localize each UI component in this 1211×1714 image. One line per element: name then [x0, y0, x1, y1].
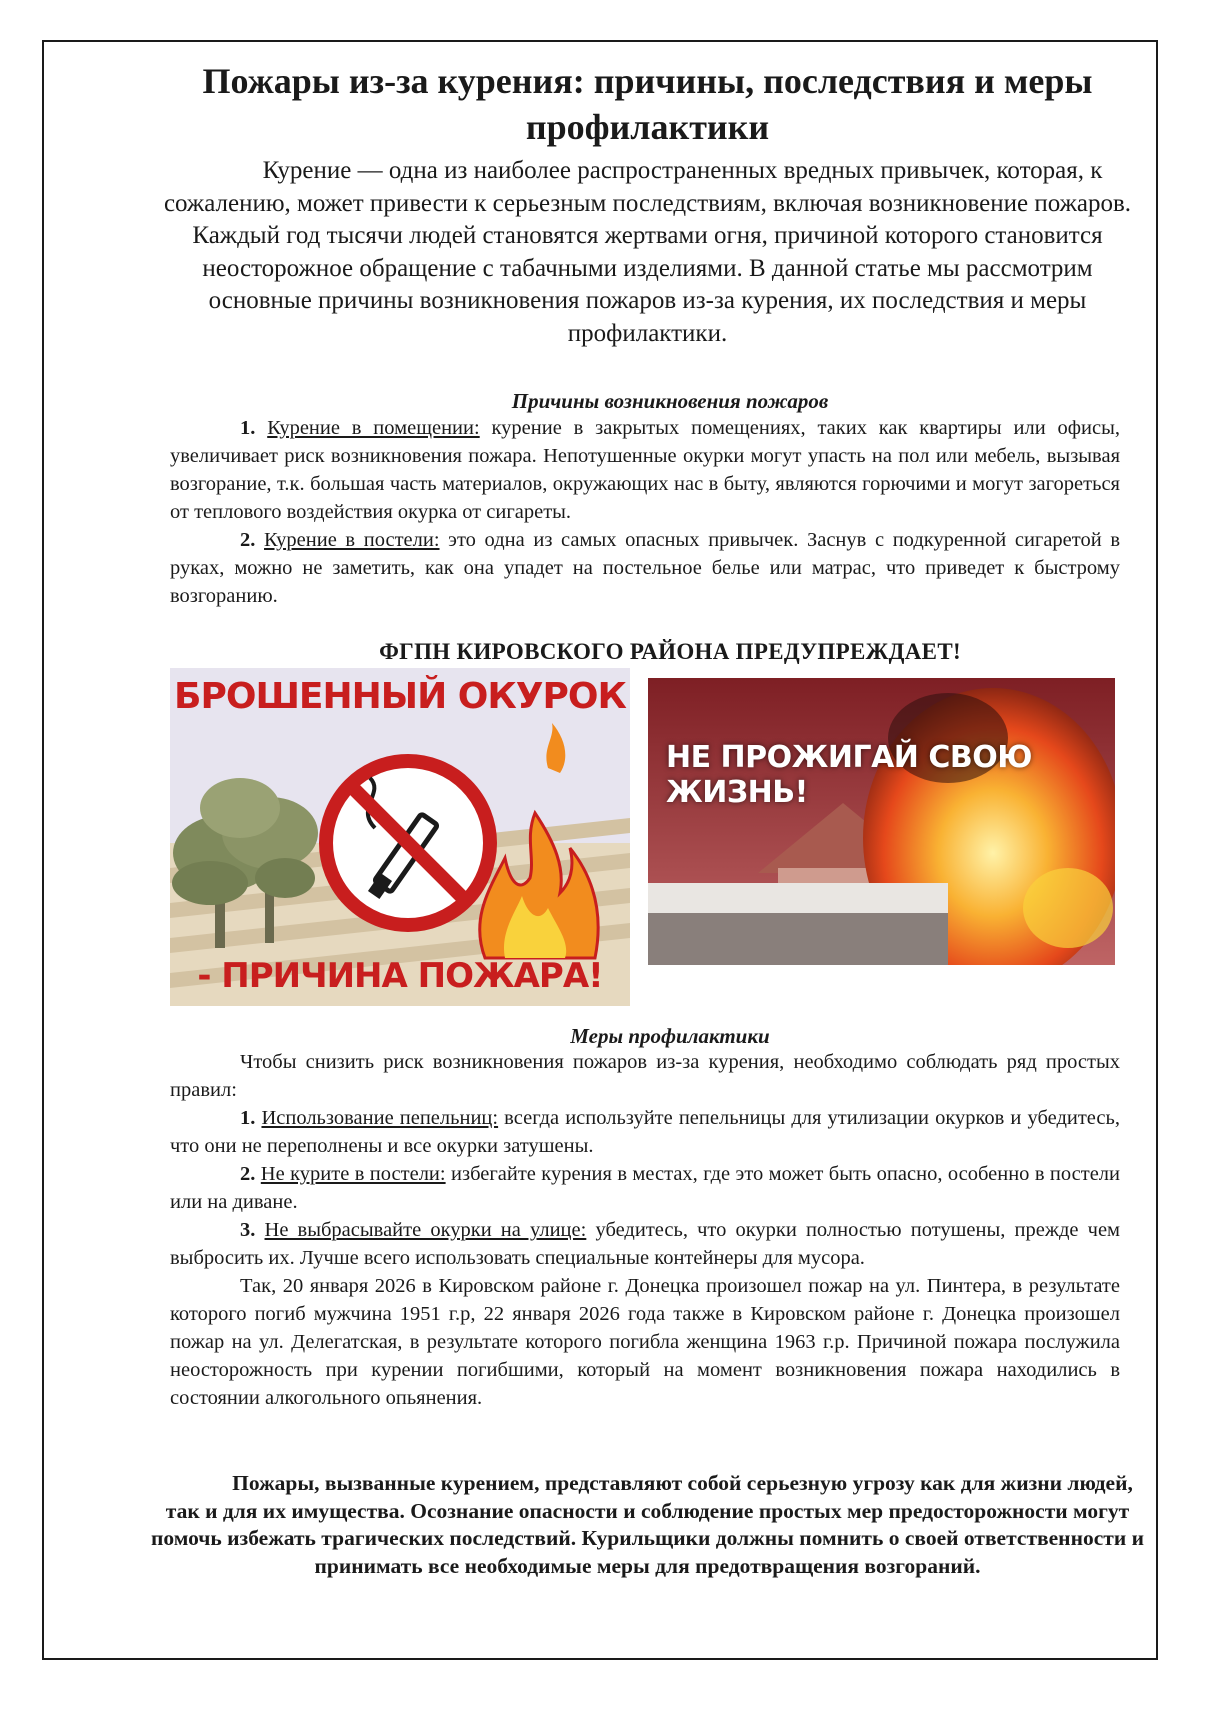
- poster-left-top-text: БРОШЕННЫЙ ОКУРОК: [174, 676, 626, 717]
- cause-1-number: 1.: [240, 417, 256, 439]
- conclusion-paragraph: [150, 1470, 1145, 1580]
- incident-paragraph: [170, 1272, 1120, 1412]
- warning-heading: ФГПН КИРОВСКОГО РАЙОНА ПРЕДУПРЕЖДАЕТ!: [379, 639, 961, 664]
- cause-item-2: [170, 526, 1120, 610]
- fire-warning-poster: [648, 678, 1115, 990]
- prevention-3-number: 3.: [240, 1219, 256, 1241]
- conclusion-text: Пожары, вызванные курением, представляют собой серьезную угрозу как для жизни людей, так и для их имущества. Осознание опасности и соблюдение простых мер предосторожности могут помочь избежать трагических последствий. Курильщики должны помнить о своей ответственности и принимать все необходимые меры для предотвращения возгораний.: [151, 1471, 1144, 1578]
- incident-text: Так, 20 января 2026 в Кировском районе г. Донецка произошел пожар на ул. Пинтера, в результате которого погиб мужчина 1951 г.р, 22 января 2026 года также в Кировском районе г. Донецка произошел пожар на ул. Делегатская, в результате которого погибла женщина 1963 г.р. Причиной пожара послужила неосторожность при курении погибшими, который на момент возникновения пожара находились в состоянии алкогольного опьянения.: [170, 1275, 1120, 1409]
- prevention-3-text: убедитесь, что окурки полностью потушены, прежде чем выбросить их. Лучше всего использовать специальные контейнеры для мусора.: [170, 1219, 1121, 1269]
- cause-2-text: это одна из самых опасных привычек. Заснув с подкуренной сигаретой в руках, можно не заметить, как она упадет на постельное белье или матрас, что приведет к быстрому возгоранию.: [170, 529, 1120, 607]
- intro-text: Курение — одна из наиболее распространенных вредных привычек, которая, к сожалению, может привести к серьезным последствиям, включая возникновение пожаров. Каждый год тысячи людей становятся жертвами огня, причиной которого становится неосторожное обращение с табачными изделиями. В данной статье мы рассмотрим основные причины возникновения пожаров из-за курения, их последствия и меры профилактики.: [163, 157, 1132, 347]
- prevention-1-text: всегда используйте пепельницы для утилизации окурков и убедитесь, что они не переполнены и все окурки затушены.: [170, 1107, 1120, 1157]
- prevention-heading: Меры профилактики: [570, 1024, 770, 1048]
- no-smoking-icon: [326, 761, 490, 925]
- poster-left-bottom-text: - ПРИЧИНА ПОЖАРА!: [197, 956, 603, 996]
- prevention-intro: [170, 1048, 1120, 1104]
- prevention-2-text: избегайте курения в местах, где это может быть опасно, особенно в постели или на диване.: [170, 1163, 1121, 1213]
- cause-item-1: [170, 414, 1120, 526]
- prevention-1-label: Использование пепельниц:: [261, 1107, 499, 1129]
- prevention-2-number: 2.: [240, 1163, 256, 1185]
- causes-heading: Причины возникновения пожаров: [511, 389, 829, 413]
- intro-paragraph: [150, 155, 1145, 350]
- prevention-1-number: 1.: [240, 1107, 256, 1129]
- document-title: Пожары из-за курения: причины, последствия и меры профилактики: [202, 61, 1093, 147]
- cause-2-label: Курение в постели:: [264, 529, 440, 551]
- house-fire-photo: [648, 678, 1115, 990]
- poster-right-text: НЕ ПРОЖИГАЙ СВОЮ ЖИЗНЬ!: [666, 740, 1032, 810]
- no-smoking-poster: [170, 668, 630, 1006]
- prevention-item-1: [170, 1104, 1120, 1160]
- prevention-item-2: [170, 1160, 1120, 1216]
- prevention-2-label: Не курите в постели:: [260, 1163, 446, 1185]
- prevention-item-3: [170, 1216, 1120, 1272]
- cause-1-label: Курение в помещении:: [267, 417, 480, 439]
- prevention-3-label: Не выбрасывайте окурки на улице:: [264, 1219, 587, 1241]
- prevention-intro-text: Чтобы снизить риск возникновения пожаров из-за курения, необходимо соблюдать ряд простых правил:: [170, 1051, 1120, 1101]
- cause-2-number: 2.: [240, 529, 256, 551]
- cause-1-text: курение в закрытых помещениях, таких как квартиры или офисы, увеличивает риск возникновения пожара. Непотушенные окурки могут упасть на пол или мебель, вызывая возгорание, т.к. большая часть материалов, окружающих нас в быту, являются горючими и могут загореться от теплового воздействия окурка от сигареты.: [170, 417, 1120, 523]
